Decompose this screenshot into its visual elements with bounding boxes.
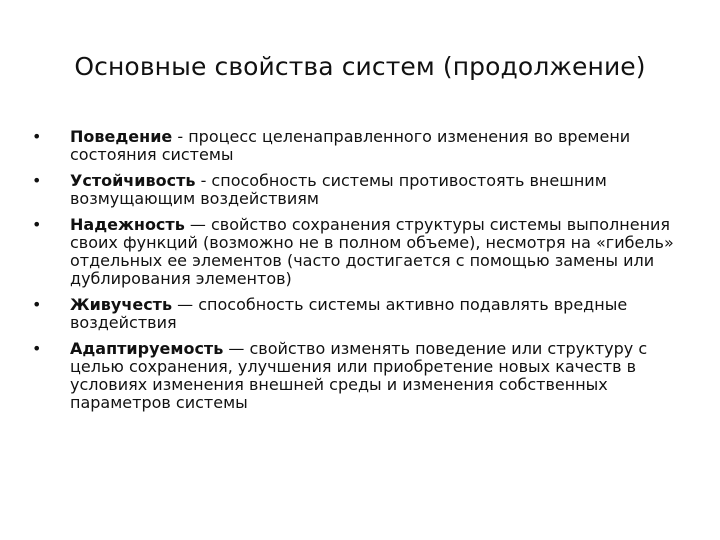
definition-reliability: — свойство сохранения структуры системы выполнения своих функций (возможно не в полном объеме), несмотря на «гибель» отдельных ее элементов (часто достигается с помощью замены или дублирования элементов) <box>70 215 674 288</box>
bullet-icon: • <box>32 339 42 358</box>
bullet-list <box>32 127 690 420</box>
term-behavior: Поведение <box>70 127 173 146</box>
list-item-adaptability <box>32 339 690 412</box>
term-stability: Устойчивость <box>70 171 196 190</box>
term-reliability: Надежность <box>70 215 185 234</box>
definition-survivability: — способность системы активно подавлять вредные воздействия <box>70 295 628 332</box>
bullet-icon: • <box>32 215 42 234</box>
bullet-icon: • <box>32 295 42 314</box>
bullet-icon: • <box>32 127 42 146</box>
list-item-behavior <box>32 127 690 164</box>
bullet-icon: • <box>32 171 42 190</box>
list-item-reliability <box>32 215 690 288</box>
definition-behavior: - процесс целенаправленного изменения во времени состояния системы <box>70 127 631 164</box>
list-item-survivability <box>32 295 690 332</box>
term-adaptability: Адаптируемость <box>70 339 224 358</box>
list-item-stability <box>32 171 690 208</box>
slide-title: Основные свойства систем (продолжение) <box>74 52 646 81</box>
term-survivability: Живучесть <box>70 295 173 314</box>
definition-adaptability: — свойство изменять поведение или структуру с целью сохранения, улучшения или приобретение новых качеств в условиях изменения внешней среды и изменения собственных параметров системы <box>70 339 648 412</box>
definition-stability: - способность системы противостоять внешним возмущающим воздействиям <box>70 171 607 208</box>
